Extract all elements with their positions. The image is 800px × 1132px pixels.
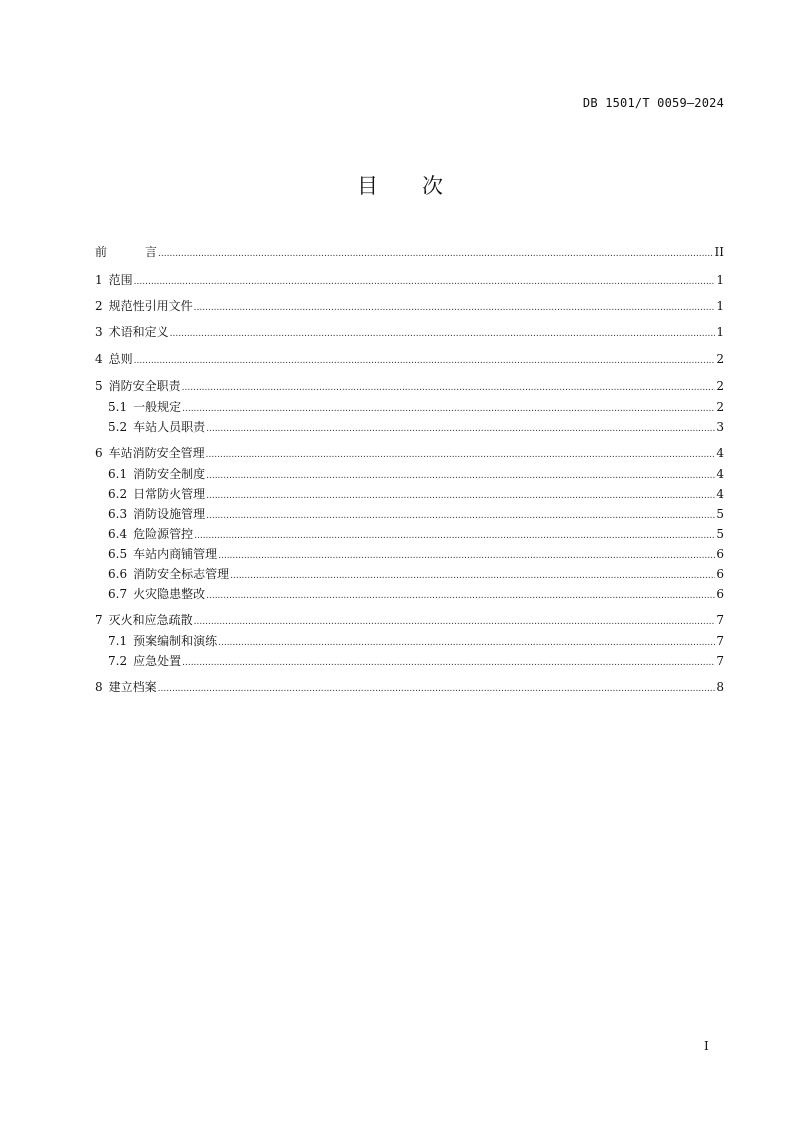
toc-section-number: 6.5 [108, 547, 128, 561]
toc-label: 建立档案 [108, 680, 157, 694]
toc-section-number: 6.3 [108, 507, 128, 521]
toc-entry[interactable] [95, 350, 724, 368]
toc-label: 总则 [108, 352, 133, 366]
toc-page-number: 4 [716, 467, 724, 481]
title-char-1: 目 [357, 174, 378, 198]
toc-entry[interactable] [95, 611, 724, 629]
toc-page-number: 6 [716, 547, 724, 561]
toc-entry-preface[interactable] [95, 243, 724, 261]
toc-entry[interactable] [95, 323, 724, 341]
toc-page-number: 6 [716, 587, 724, 601]
leader-dots [206, 465, 715, 485]
toc-section-number: 6.1 [108, 467, 128, 481]
toc-section-number: 6.2 [108, 487, 128, 501]
page-number: I [704, 1039, 709, 1053]
leader-dots [206, 418, 715, 438]
toc-entry[interactable] [95, 465, 724, 483]
toc-label: 消防安全职责 [108, 379, 181, 393]
toc-label: 车站内商铺管理 [133, 547, 218, 561]
toc-label: 消防安全标志管理 [133, 567, 230, 581]
toc-label: 范围 [108, 273, 133, 287]
toc-section-number: 7.2 [108, 654, 128, 668]
toc-page-number: 1 [716, 325, 724, 339]
toc-section-number: 6 [95, 446, 103, 460]
toc-label: 火灾隐患整改 [133, 587, 206, 601]
toc-page-number: 7 [716, 634, 724, 648]
toc-section-number: 2 [95, 299, 103, 313]
toc-label: 灭火和应急疏散 [108, 613, 193, 627]
toc-section-number: 6.6 [108, 567, 128, 581]
leader-dots [206, 444, 715, 464]
document-code: DB 1501/T 0059—2024 [582, 96, 724, 110]
toc-entry[interactable] [95, 652, 724, 670]
toc-entry[interactable] [95, 377, 724, 395]
toc-page-number: 3 [716, 420, 724, 434]
toc-page-number: 4 [716, 487, 724, 501]
leader-dots [194, 611, 715, 631]
toc-entry[interactable] [95, 271, 724, 289]
toc-label: 消防安全制度 [133, 467, 206, 481]
toc-entry[interactable] [95, 398, 724, 416]
toc-page-number: 2 [716, 379, 724, 393]
toc-entry[interactable] [95, 565, 724, 583]
toc-label: 车站人员职责 [133, 420, 206, 434]
leader-dots [182, 652, 715, 672]
toc-section-number: 6.4 [108, 527, 128, 541]
toc-entry[interactable] [95, 525, 724, 543]
leader-dots [218, 632, 715, 652]
toc-label: 应急处置 [133, 654, 182, 668]
leader-dots [170, 323, 715, 343]
toc-page-number: 2 [716, 352, 724, 366]
leader-dots [194, 525, 715, 545]
toc-section-number: 7 [95, 613, 103, 627]
page-title [0, 170, 800, 200]
leader-dots [230, 565, 715, 585]
toc-page-number: 5 [716, 507, 724, 521]
toc-entry[interactable] [95, 545, 724, 563]
leader-dots [182, 377, 715, 397]
toc-label: 前 言 [95, 245, 158, 259]
title-char-2: 次 [422, 174, 443, 198]
toc-section-number: 1 [95, 273, 103, 287]
leader-dots [206, 505, 715, 525]
toc-page-number: 4 [716, 446, 724, 460]
toc-page-number: 1 [716, 273, 724, 287]
toc-label: 危险源管控 [133, 527, 194, 541]
leader-dots [206, 585, 715, 605]
leader-dots [206, 485, 715, 505]
toc-section-number: 4 [95, 352, 103, 366]
toc-page-number: II [714, 245, 724, 259]
toc-label: 日常防火管理 [133, 487, 206, 501]
toc-section-number: 5.1 [108, 400, 128, 414]
toc-label: 预案编制和演练 [133, 634, 218, 648]
leader-dots [218, 545, 715, 565]
toc-page-number: 2 [716, 400, 724, 414]
toc-entry[interactable] [95, 505, 724, 523]
toc-section-number: 5 [95, 379, 103, 393]
toc-page-number: 7 [716, 654, 724, 668]
toc-page-number: 5 [716, 527, 724, 541]
toc-page-number: 7 [716, 613, 724, 627]
toc-label: 车站消防安全管理 [108, 446, 205, 460]
toc-entry[interactable] [95, 678, 724, 696]
toc-label: 一般规定 [133, 400, 182, 414]
toc-page-number: 8 [716, 680, 724, 694]
toc-section-number: 3 [95, 325, 103, 339]
toc-section-number: 6.7 [108, 587, 128, 601]
toc-entry[interactable] [95, 418, 724, 436]
toc-entry[interactable] [95, 297, 724, 315]
toc-page-number: 6 [716, 567, 724, 581]
toc-label: 规范性引用文件 [108, 299, 193, 313]
leader-dots [134, 271, 715, 291]
leader-dots [194, 297, 715, 317]
leader-dots [134, 350, 715, 370]
toc-section-number: 5.2 [108, 420, 128, 434]
toc-section-number: 8 [95, 680, 103, 694]
leader-dots [158, 243, 713, 263]
toc-section-number: 7.1 [108, 634, 128, 648]
toc-page-number: 1 [716, 299, 724, 313]
toc-entry[interactable] [95, 485, 724, 503]
toc-entry[interactable] [95, 585, 724, 603]
toc-entry[interactable] [95, 632, 724, 650]
toc-label: 术语和定义 [108, 325, 169, 339]
leader-dots [182, 398, 715, 418]
toc-label: 消防设施管理 [133, 507, 206, 521]
leader-dots [158, 678, 715, 698]
toc-entry[interactable] [95, 444, 724, 462]
